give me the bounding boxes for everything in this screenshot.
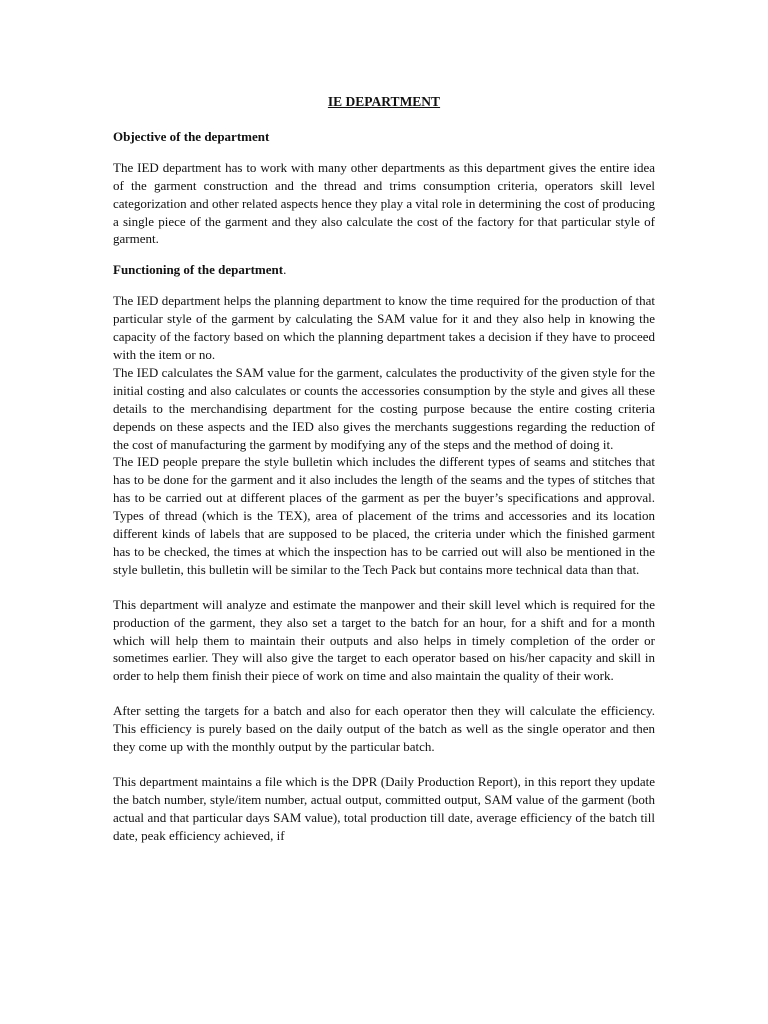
paragraph-sam-value: The IED calculates the SAM value for the garment, calculates the productivity of the given style for the initial costing and also calculates or counts the accessories consumption by the style and gives all these details to the merchandising department for the costing purpose because the entire costing criteria depends on these aspects and the IED also gives the merchants suggestions regarding the reduction of the cost of manufacturing the garment by modifying any of the steps and the method of doing it.	[113, 364, 655, 452]
paragraph-efficiency: After setting the targets for a batch and also for each operator then they will calculate the efficiency. This efficiency is purely based on the daily output of the batch as well as the single operator and then they come up with the monthly output by the particular batch.	[113, 703, 655, 755]
document-title: IE DEPARTMENT	[327, 94, 441, 109]
paragraph-objective: The IED department has to work with many other departments as this department gives the entire idea of the garment construction and the thread and trims consumption criteria, operators skill level categorization and other related aspects hence they play a vital role in determining the cost of producing a single piece of the garment and they also calculate the cost of the factory for that particular style of garment.	[113, 159, 655, 247]
section-heading-functioning-period: .	[283, 262, 287, 278]
paragraph-style-bulletin: The IED people prepare the style bulletin which includes the different types of seams and stitches that has to be done for the garment and it also includes the length of the seams and the types of stitches that has to be carried out at different places of the garment as per the buyer’s specifications and approval. Types of thread (which is the TEX), area of placement of the trims and accessories and its location different kinds of labels that are supposed to be placed, the criteria under which the finished garment has to be checked, the times at which the inspection has to be carried out will also be mentioned in the style bulletin, this bulletin will be similar to the Tech Pack but contains more technical data than that.	[113, 454, 655, 577]
section-heading-objective-text: Objective of the department	[113, 128, 270, 144]
paragraph-manpower: This department will analyze and estimate the manpower and their skill level which is required for the production of the garment, they also set a target to the batch for an hour, for a shift and for a month which will help them to maintain their outputs and also helps in timely completion of the order or sometimes earlier. They will also give the target to each operator based on his/her capacity and skill in order to help them finish their piece of work on time and also maintain the quality of their work.	[113, 596, 655, 684]
section-heading-objective	[113, 128, 655, 146]
paragraph-planning: The IED department helps the planning department to know the time required for the production of that particular style of the garment by calculating the SAM value for it and they also help in knowing the capacity of the factory based on which the planning department takes a decision if they have to proceed with the item or no.	[113, 293, 655, 362]
paragraph-dpr: This department maintains a file which is the DPR (Daily Production Report), in this report they update the batch number, style/item number, actual output, committed output, SAM value of the garment (both actual and that particular days SAM value), total production till date, average efficiency of the batch till date, peak efficiency achieved, if	[113, 774, 655, 843]
section-heading-functioning-text: Functioning of the department	[113, 262, 284, 278]
document-page	[113, 93, 655, 845]
section-heading-functioning	[113, 261, 655, 279]
